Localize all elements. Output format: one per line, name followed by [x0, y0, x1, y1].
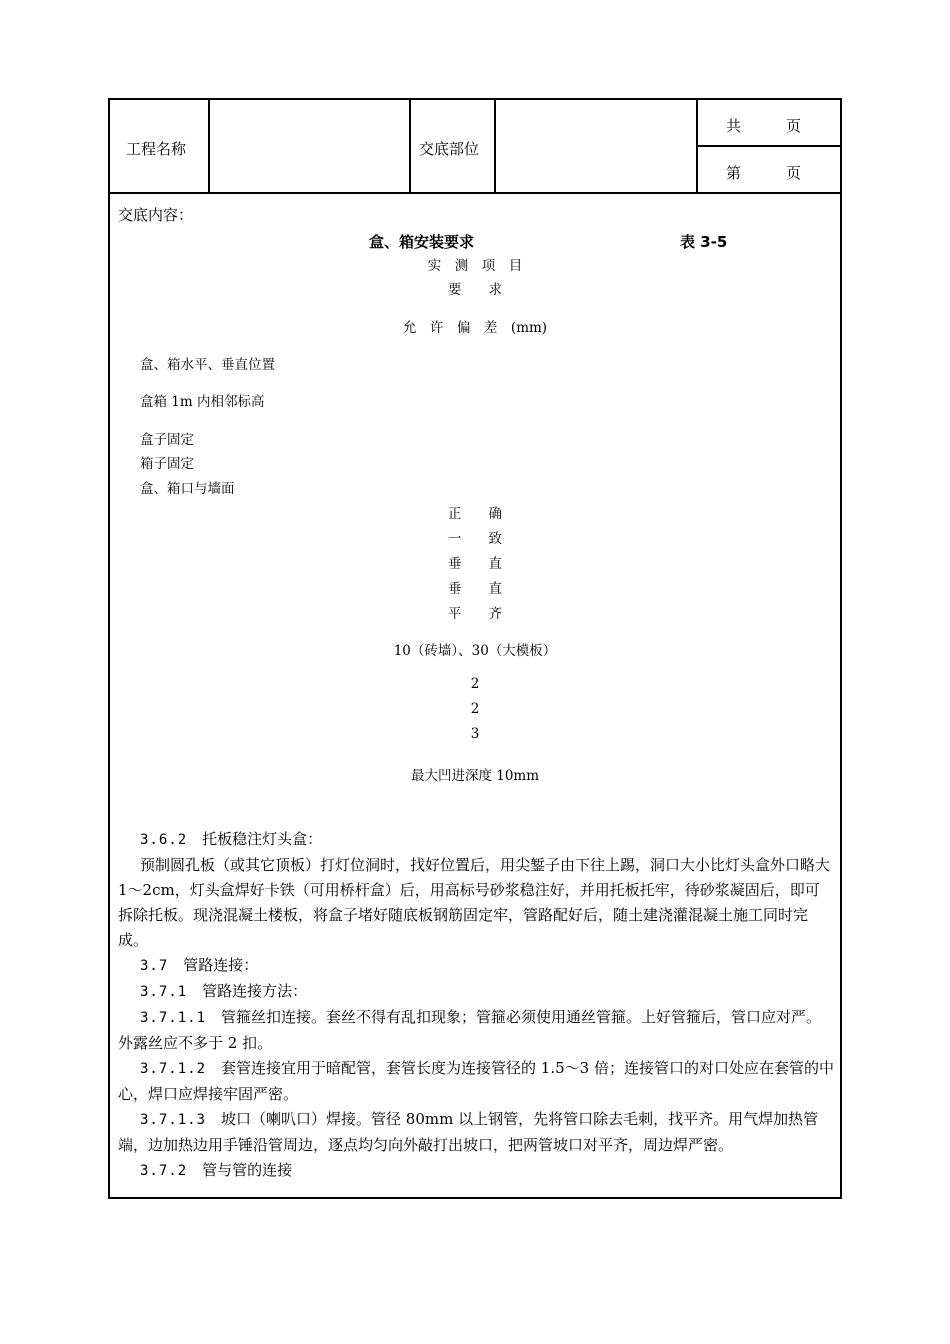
requirement-row: 垂 直 — [448, 581, 502, 597]
requirement-row: 正 确 — [448, 506, 502, 522]
body-text — [118, 827, 834, 1184]
column-header-item: 实 测 项 目 — [427, 258, 523, 274]
header-bottom-rule — [110, 192, 840, 194]
disclosure-form — [108, 98, 842, 1199]
requirement-row: 平 齐 — [448, 606, 502, 622]
tolerance-row: 2 — [470, 701, 480, 717]
section-heading: 3.7.1 管路连接方法： — [140, 982, 308, 1000]
section-heading: 3.6.2 托板稳注灯头盒： — [140, 830, 323, 848]
header-divider — [208, 100, 210, 192]
location-label: 交底部位 — [419, 140, 480, 158]
item-row: 箱子固定 — [140, 456, 194, 472]
header-divider — [409, 100, 411, 192]
table-title: 盒、箱安装要求 — [369, 233, 475, 251]
column-header-tolerance: 允 许 偏 差 (mm) — [402, 320, 548, 336]
page-number-label: 第 页 — [726, 164, 802, 182]
item-row: 盒箱 1m 内相邻标高 — [140, 394, 265, 410]
paragraph: 预制圆孔板（或其它顶板）打灯位洞时，找好位置后，用尖錾子由下往上踢，洞口大小比灯头盒外口略大 1～2cm，灯头盒焊好卡铁（可用桥杆盒）后，用高标号砂浆稳注好，并用托板托牢，待砂浆凝固后，即可拆除托板。现浇混凝土楼板，将盒子堵好随底板钢筋固定牢，管路配好后，随土建浇灌混凝土施工同时完成。 — [118, 856, 831, 949]
paragraph: 3.7.1.2 套管连接宜用于暗配管，套管长度为连接管径的 1.5～3 倍；连接管口的对口处应在套管的中心，焊口应焊接牢固严密。 — [118, 1059, 834, 1103]
content-label: 交底内容： — [118, 206, 194, 224]
paragraph: 3.7.1.3 坡口（喇叭口）焊接。管径 80mm 以上钢管，先将管口除去毛刺，找平齐。用气焊加热管端，边加热边用手锤沿管周边，逐点均匀向外敲打出坡口，把两管坡口对平齐，周边焊严密。 — [118, 1110, 819, 1154]
tolerance-row: 10（砖墙）、30（大模板） — [393, 643, 557, 659]
section-heading: 3.7.2 管与管的连接 — [140, 1161, 293, 1179]
item-row: 盒、箱水平、垂直位置 — [140, 357, 275, 373]
tolerance-row: 2 — [470, 676, 480, 692]
column-header-requirement: 要 求 — [448, 282, 502, 298]
tolerance-row: 最大凹进深度 10mm — [410, 768, 540, 784]
requirement-row: 一 致 — [448, 531, 502, 547]
item-row: 盒子固定 — [140, 432, 194, 448]
header-divider — [696, 145, 840, 147]
item-row: 盒、箱口与墙面 — [140, 481, 235, 497]
section-heading: 3.7 管路连接： — [140, 956, 259, 974]
project-name-label: 工程名称 — [126, 140, 187, 158]
table-number: 表 3-5 — [680, 233, 728, 251]
tolerance-row: 3 — [470, 726, 480, 742]
header-divider — [494, 100, 496, 192]
total-pages-label: 共 页 — [726, 117, 802, 135]
requirement-row: 垂 直 — [448, 556, 502, 572]
paragraph: 3.7.1.1 管箍丝扣连接。套丝不得有乱扣现象；管箍必须使用通丝管箍。上好管箍后，管口应对严。外露丝应不多于 2 扣。 — [118, 1008, 822, 1052]
